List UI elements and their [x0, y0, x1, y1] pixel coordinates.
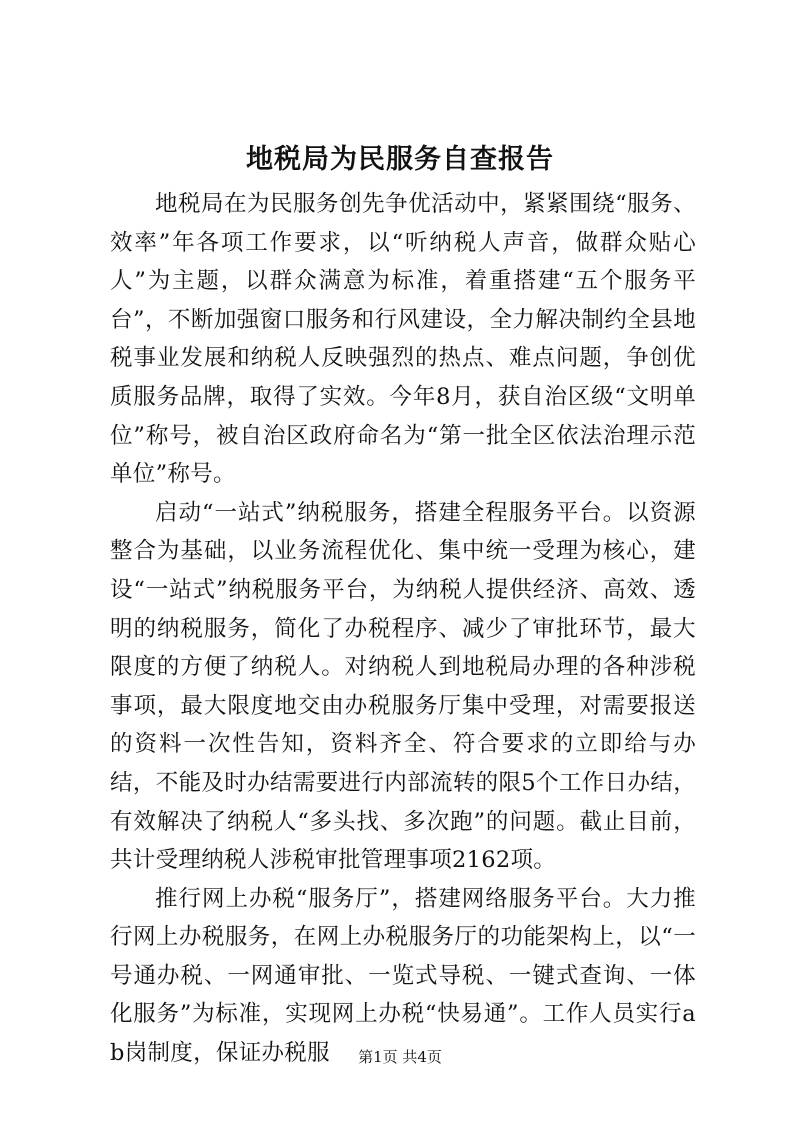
page-footer: 第1页 共4页 — [358, 1048, 442, 1066]
document-body — [110, 185, 696, 1073]
document-title: 地税局为民服务自查报告 — [246, 144, 554, 175]
paragraph-intro: 地税局在为民服务创先争优活动中，紧紧围绕“服务、效率”年各项工作要求，以“听纳税人声音，做群众贴心人”为主题，以群众满意为标准，着重搭建“五个服务平台”，不断加强窗口服务和行风建设，全力解决制约全县地税事业发展和纳税人反映强烈的热点、难点问题，争创优质服务品牌，取得了实效。今年8月，获自治区级“文明单位”称号，被自治区政府命名为“第一批全区依法治理示范单位”称号。 — [110, 191, 696, 488]
paragraph-one-stop-service: 启动“一站式”纳税服务，搭建全程服务平台。以资源整合为基础，以业务流程优化、集中统一受理为核心，建设“一站式”纳税服务平台，为纳税人提供经济、高效、透明的纳税服务，简化了办税程序、减少了审批环节，最大限度的方便了纳税人。对纳税人到地税局办理的各种涉税事项，最大限度地交由办税服务厅集中受理，对需要报送的资料一次性告知，资料齐全、符合要求的立即给与办结，不能及时办结需要进行内部流转的限5个工作日办结，有效解决了纳税人“多头找、多次跑”的问题。截止目前，共计受理纳税人涉税审批管理事项2162项。 — [110, 499, 696, 874]
paragraph-online-service: 推行网上办税“服务厅”，搭建网络服务平台。大力推行网上办税服务，在网上办税服务厅的功能架构上，以“一号通办税、一网通审批、一览式导税、一键式查询、一体化服务”为标准，实现网上办税“快易通”。工作人员实行ab岗制度，保证办税服 — [110, 885, 696, 1067]
